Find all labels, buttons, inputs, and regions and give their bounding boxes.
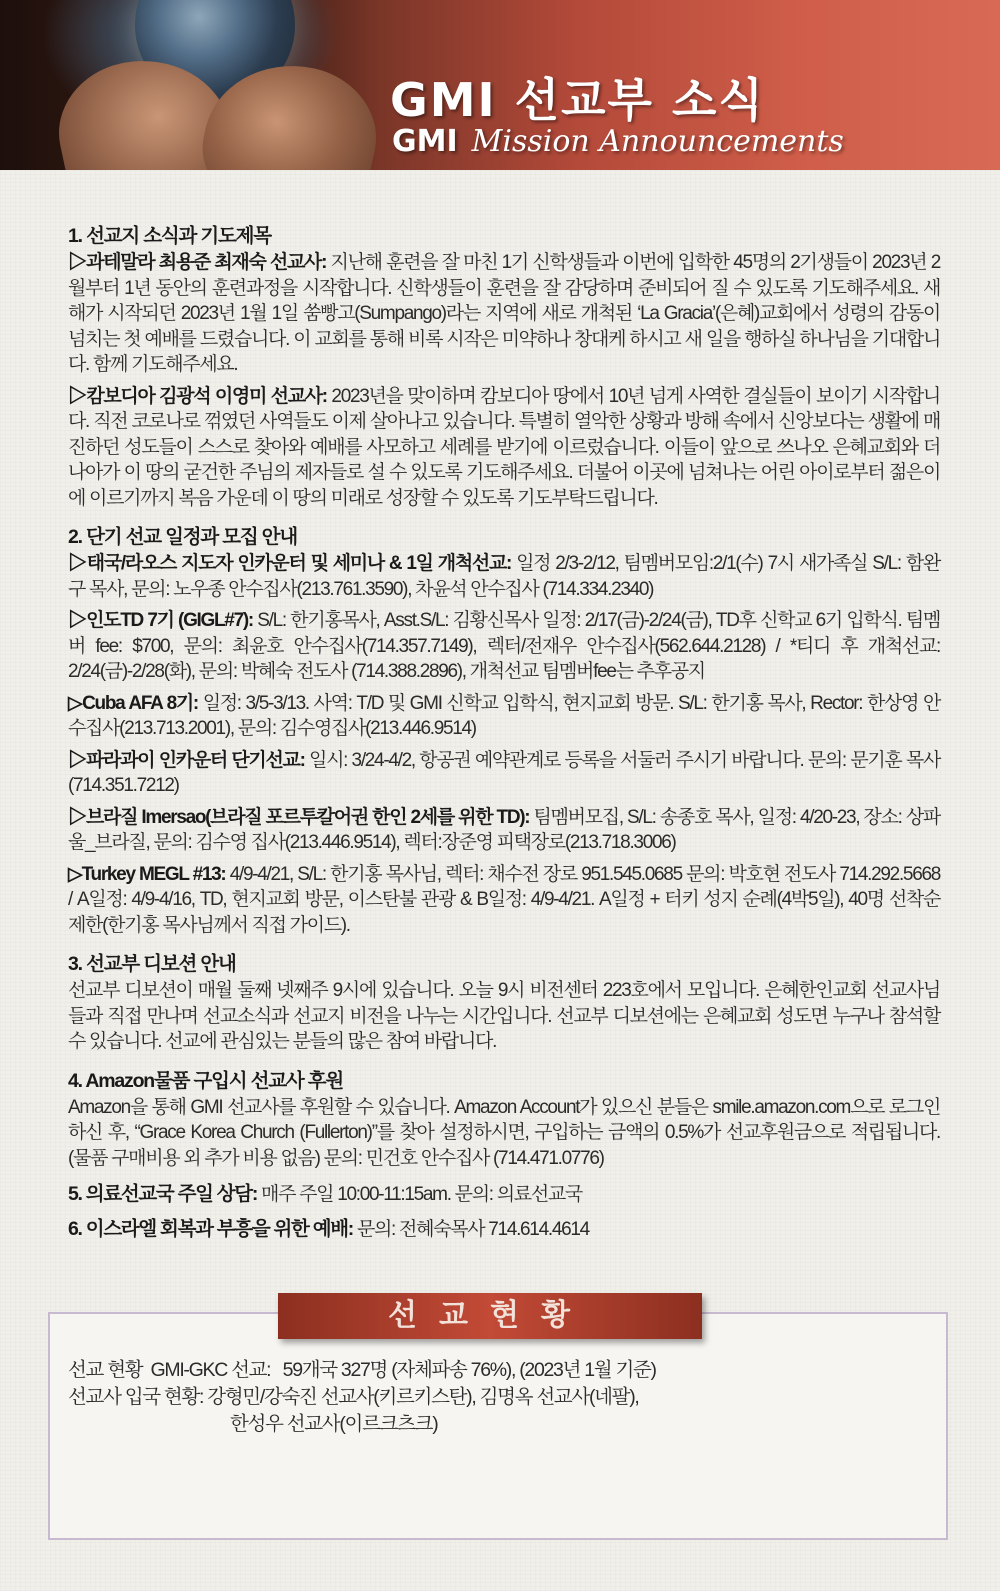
turkey-item [68, 862, 940, 939]
section-6-heading: 6. 이스라엘 회복과 부흥을 위한 예배: [68, 1218, 353, 1240]
section-1-heading: 1. 선교지 소식과 기도제목 [68, 225, 271, 247]
mission-status-text [68, 1357, 928, 1438]
cambodia-item [68, 384, 940, 512]
brazil-item [68, 805, 940, 856]
guatemala-item [68, 250, 940, 378]
status-line-1: 선교 현황 GMI-GKC 선교: 59개국 327명 (자체파송 76%), (2023년 1월 기준) [68, 1359, 656, 1381]
cambodia-lead: ▷캄보디아 김광석 이영미 선교사: [68, 385, 327, 407]
thailand-laos-lead: ▷태국/라오스 지도자 인카운터 및 세미나 & 1일 개척선교: [68, 553, 512, 574]
section-4-heading: 4. Amazon물품 구입시 선교사 후원 [68, 1069, 344, 1092]
page-title-english [392, 124, 844, 159]
medical-consult-line [68, 1177, 940, 1212]
thailand-laos-item [68, 551, 940, 602]
guatemala-text: 지난해 훈련을 잘 마친 1기 신학생들과 이번에 입학한 45명의 2기생들이 2023년 2월부터 1년 동안의 훈련과정을 시작합니다. 신학생들이 훈련을 잘 감당하며 준비되어 질 수 있도록 기도해주세요. 새해가 시작되던 2023년 1월 1일 쑴빵고(Sumpango)라는 지역에 새로 개척된 ‘La Gracia’(은혜)교회에서 성령의 감동이 넘치는 첫 예배를 드렸습니다. 이 교회를 통해 비록 시작은 미약하나 창대케 하시고 새 일을 행하실 하나님을 기대합니다. 함께 기도해주세요. [68, 252, 940, 375]
status-line-2: 선교사 입국 현황: 강형민/강숙진 선교사(키르키스탄), 김명옥 선교사(네팔), [68, 1386, 639, 1408]
brazil-lead: ▷브라질 Imersao(브라질 포르투칼어권 한인 2세를 위한 TD): [68, 806, 530, 828]
amazon-text: Amazon을 통해 GMI 선교사를 후원할 수 있습니다. Amazon Account가 있으신 분들은 smile.amazon.com으로 로그인 하신 후, “Grace Korea Church (Fullerton)”를 찾아 설정하시면, 구입하는 금액의 0.5%가 선교후원금으로 적립됩니다. (물품 구매비용 외 추가 비용 없음) 문의: 민건호 안수집사 (714.471.0776) [68, 1096, 940, 1169]
paraguay-lead: ▷파라과이 인카운터 단기선교: [68, 749, 305, 771]
medical-consult-text: 매주 주일 10:00-11:15am. 문의: 의료선교국 [257, 1184, 582, 1205]
section-3-heading: 3. 선교부 디보션 안내 [68, 953, 236, 975]
cuba-afa-item [68, 691, 940, 742]
india-td-item [68, 608, 940, 685]
turkey-lead: ▷Turkey MEGL #13: [68, 863, 226, 885]
india-td-text: S/L: 한기홍목사, Asst.S/L: 김황신목사 일정: 2/17(금)-2/24(금), TD후 신학교 6기 입학식. 팀멤버 fee: $700, 문의: 최윤호 안수집사(714.357.7149), 렉터/전재우 안수집사(562.644.2128) / *티디 후 개척선교: 2/24(금)-2/28(화), 문의: 박혜숙 전도사 (714.388.2896), 개척선교 팀멤버fee는 추후공지 [68, 610, 940, 682]
status-line-3: 한성우 선교사(이르크츠크) [230, 1413, 438, 1435]
devotion-text: 선교부 디보션이 매월 둘째 넷째주 9시에 있습니다. 오늘 9시 비전센터 223호에서 모입니다. 은혜한인교회 선교사님들과 직접 만나며 선교소식과 선교지 비전을 나누는 시간입니다. 선교부 디보션에는 은혜교회 성도면 누구나 참석할 수 있습니다. 선교에 관심있는 분들의 많은 참여 바랍니다. [68, 980, 940, 1052]
guatemala-lead: ▷과테말라 최용준 최재숙 선교사: [68, 252, 327, 273]
thailand-laos-text: 일정 2/3-2/12, 팀멤버모임:2/1(수) 7시 새가족실 S/L: 함완구 목사, 문의: 노우종 안수집사(213.761.3590), 차윤석 안수집사 (714.334.2340) [68, 553, 940, 600]
brazil-text: 팀멤버모집, S/L: 송종호 목사, 일정: 4/20-23, 장소: 상파울_브라질, 문의: 김수영 집사(213.446.9514), 렉터:장준영 피택장로(213.718.3006) [68, 806, 940, 853]
cuba-afa-lead: ▷Cuba AFA 8기: [68, 692, 198, 714]
paraguay-item [68, 748, 940, 799]
announcements-body [68, 222, 940, 1247]
hands-globe-photo [0, 0, 380, 170]
page-title-korean: GMI 선교부 소식 [390, 73, 765, 127]
mission-status-banner: 선교현황 [278, 1293, 702, 1339]
cambodia-text: 2023년을 맞이하며 캄보디아 땅에서 10년 넘게 사역한 결실들이 보이기 시작합니다. 직전 코로나로 꺾였던 사역들도 이제 살아나고 있습니다. 특별히 열악한 상황과 방해 속에서 신앙보다는 생활에 매진하던 성도들이 스스로 찾아와 예배를 사모하고 세례를 받기에 이르렀습니다. 이들이 앞으로 쓰나오 은혜교회와 더 나아가 이 땅의 굳건한 주님의 제자들로 설 수 있도록 기도해주세요. 더불어 이곳에 넘쳐나는 어린 아이로부터 젊은이에 이르기까지 복음 가운데 이 땅의 미래로 성장할 수 있도록 기도부탁드립니다. [68, 385, 940, 509]
paraguay-text: 일시: 3/24-4/2, 항공권 예약관계로 등록을 서둘러 주시기 바랍니다. 문의: 문기훈 목사 (714.351.7212) [68, 749, 941, 796]
section-2-heading: 2. 단기 선교 일정과 모집 안내 [68, 526, 297, 548]
section-5-heading: 5. 의료선교국 주일 상담: [68, 1183, 258, 1205]
title-gmi: GMI [392, 124, 458, 159]
title-mission-announcements: Mission Announcements [471, 124, 844, 159]
israel-worship-line [68, 1212, 940, 1247]
israel-worship-text: 문의: 전혜숙목사 714.614.4614 [352, 1219, 589, 1240]
turkey-text: 4/9-4/21, S/L: 한기홍 목사님, 렉터: 채수전 장로 951.545.0685 문의: 박호현 전도사 714.292.5668 / A일정: 4/9-4/16, TD, 현지교회 방문, 이스탄불 관광 & B일정: 4/9-4/21. A일정 + 터키 성지 순례(4박5일), 40명 선착순 제한(한기홍 목사님께서 직접 가이드). [68, 863, 940, 936]
header-banner [0, 0, 1000, 170]
india-td-lead: ▷인도TD 7기 (GIGL#7): [68, 610, 253, 631]
cuba-afa-text: 일정: 3/5-3/13. 사역: T/D 및 GMI 신학교 입학식, 현지교회 방문. S/L: 한기홍 목사, Rector: 한상영 안수집사(213.713.2001), 문의: 김수영집사(213.446.9514) [68, 692, 941, 739]
